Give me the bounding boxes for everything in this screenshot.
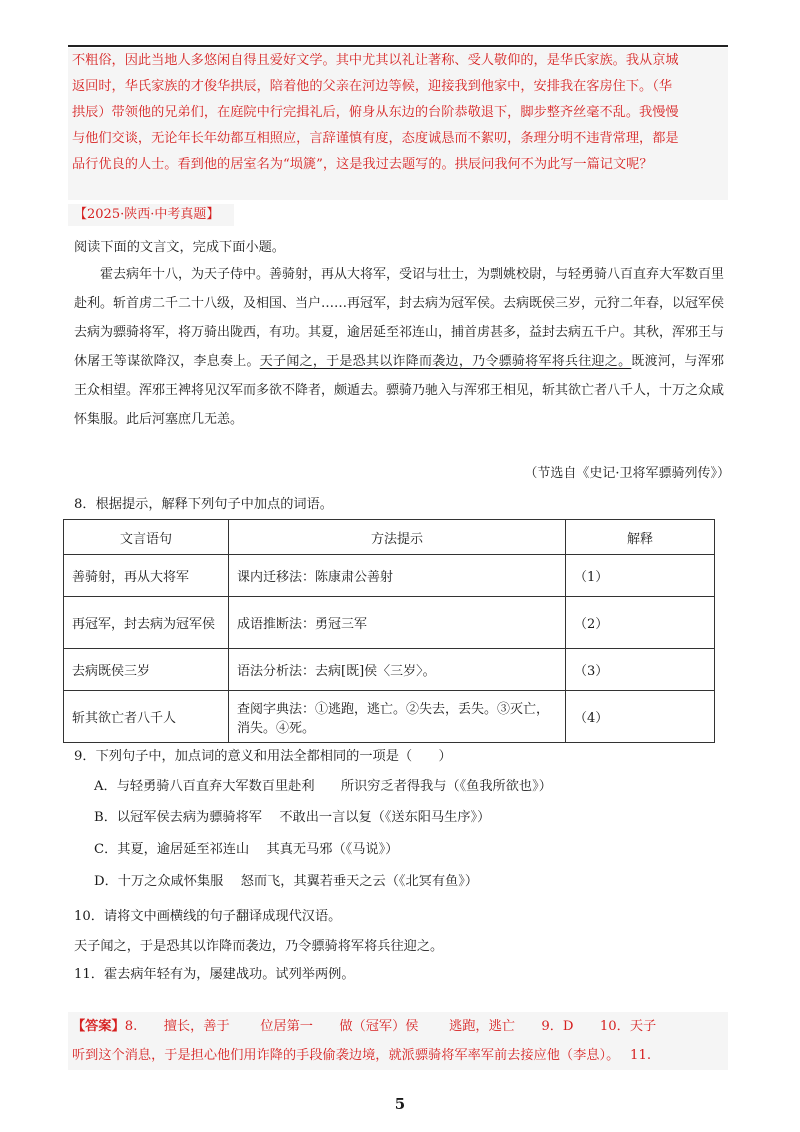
top-rule <box>68 45 728 47</box>
answer-cell: （1） <box>566 555 715 597</box>
translation-line: 拱辰）带领他的兄弟们，在庭院中行完揖礼后，俯身从东边的台阶恭敬退下，脚步整齐丝毫不乱。我慢慢 <box>72 105 679 120</box>
passage-source: （节选自《史记·卫将军骠骑列传》） <box>524 466 730 481</box>
question-8-table <box>63 519 715 743</box>
answer-cell: （2） <box>566 597 715 649</box>
translation-line: 品行优良的人士。看到他的居室名为“埙篪”，这是我过去题写的。拱辰问我何不为此写一篇记文呢？ <box>72 157 653 172</box>
answer-line: 听到这个消息，于是担心他们用诈降的手段偷袭边境，就派骠骑将军率军前去接应他（李息）。 11. <box>72 1048 652 1063</box>
translation-line: 不粗俗，因此当地人多悠闲自得且爱好文学。其中尤其以礼让著称、受人敬仰的，是华氏家族。我从京城 <box>72 53 679 68</box>
question-9-option-b: B．以冠军侯去病为骠骑将军 不敢出一言以复（《送东阳马生序》） <box>94 810 491 825</box>
table-row <box>64 555 715 597</box>
hint-cell: 课内迁移法：陈康肃公善射 <box>229 555 566 597</box>
column-header: 解释 <box>566 520 715 555</box>
hint-cell: 成语推断法：勇冠三军 <box>229 597 566 649</box>
sentence-cell: 斩其欲亡者八千人 <box>64 691 229 743</box>
hint-cell: 语法分析法：去病[既]侯〈三岁〉。 <box>229 649 566 691</box>
sentence-cell: 善骑射，再从大将军 <box>64 555 229 597</box>
translation-block <box>68 48 728 200</box>
classical-passage <box>74 260 724 434</box>
answer-block <box>68 1012 728 1070</box>
page-number: 5 <box>394 1095 406 1113</box>
question-10-stem: 10．请将文中画横线的句子翻译成现代汉语。 <box>74 909 342 924</box>
table-header-row <box>64 520 715 555</box>
underlined-sentence: 天子闻之，于是恐其以诈降而袭边，乃令骠骑将军将兵往迎之。 <box>259 354 632 369</box>
question-8-stem: 8．根据提示，解释下列句子中加点的词语。 <box>74 497 333 512</box>
table-row <box>64 691 715 743</box>
column-header: 文言语句 <box>64 520 229 555</box>
question-11-stem: 11．霍去病年轻有为，屡建战功。试列举两例。 <box>74 967 355 982</box>
passage-body: 霍去病年十八，为天子侍中。善骑射，再从大将军，受诏与壮士，为剽姚校尉，与轻勇骑八百直弃大军数百里赴利。斩首虏二千二十八级，及相国、当户……再冠军，封去病为冠军侯。去病既侯三岁，元狩二年春，以冠军侯去病为骠骑将军，将万骑出陇西，有功。其夏，逾居延至祁连山，捕首虏甚多，益封去病五千户。其秋，浑邪王与休屠王等谋欲降汉，李息奏上。 <box>74 267 725 369</box>
answer-tag: 【答案】 <box>72 1019 125 1034</box>
passage-tail: 既渡河，与浑邪王众相望。浑邪王裨将见汉军而多欲不降者，颇遁去。骠骑乃驰入与浑邪王相见，斩其欲亡者八千人，十万之众咸怀集服。此后河塞庶几无恙。 <box>74 354 725 427</box>
translation-line: 与他们交谈，无论年长年幼都互相照应，言辞谨慎有度，态度诚恳而不絮叨，条理分明不违背常理，都是 <box>72 131 679 146</box>
question-9-option-d: D．十万之众咸怀集服 怒而飞，其翼若垂天之云（《北冥有鱼》） <box>94 874 478 889</box>
table-row <box>64 649 715 691</box>
question-9-option-c: C．其夏，逾居延至祁连山 其真无马邪（《马说》） <box>94 842 399 857</box>
table-row <box>64 597 715 649</box>
sentence-cell: 去病既侯三岁 <box>64 649 229 691</box>
sentence-cell: 再冠军，封去病为冠军侯 <box>64 597 229 649</box>
exam-source-tag: 【2025·陕西·中考真题】 <box>68 204 234 226</box>
question-10-sentence: 天子闻之，于是恐其以诈降而袭边，乃令骠骑将军将兵往迎之。 <box>74 939 444 954</box>
answer-cell: （4） <box>566 691 715 743</box>
question-9-stem: 9．下列句子中，加点词的意义和用法全都相同的一项是（ ） <box>74 749 452 764</box>
answer-cell: （3） <box>566 649 715 691</box>
column-header: 方法提示 <box>229 520 566 555</box>
reading-instruction: 阅读下面的文言文，完成下面小题。 <box>74 240 285 255</box>
hint-cell: 查阅字典法：①逃跑，逃亡。②失去，丢失。③灭亡，消失。④死。 <box>229 691 566 743</box>
translation-line: 返回时，华氏家族的才俊华拱辰，陪着他的父亲在河边等候，迎接我到他家中，安排我在客房住下。（华 <box>72 79 673 94</box>
answer-line: 8. 擅长，善于 位居第一 做（冠军）侯 逃跑，逃亡 9．D 10．天子 <box>124 1019 657 1034</box>
question-9-option-a: A．与轻勇骑八百直弃大军数百里赴利 所识穷乏者得我与（《鱼我所欲也》） <box>94 779 552 794</box>
